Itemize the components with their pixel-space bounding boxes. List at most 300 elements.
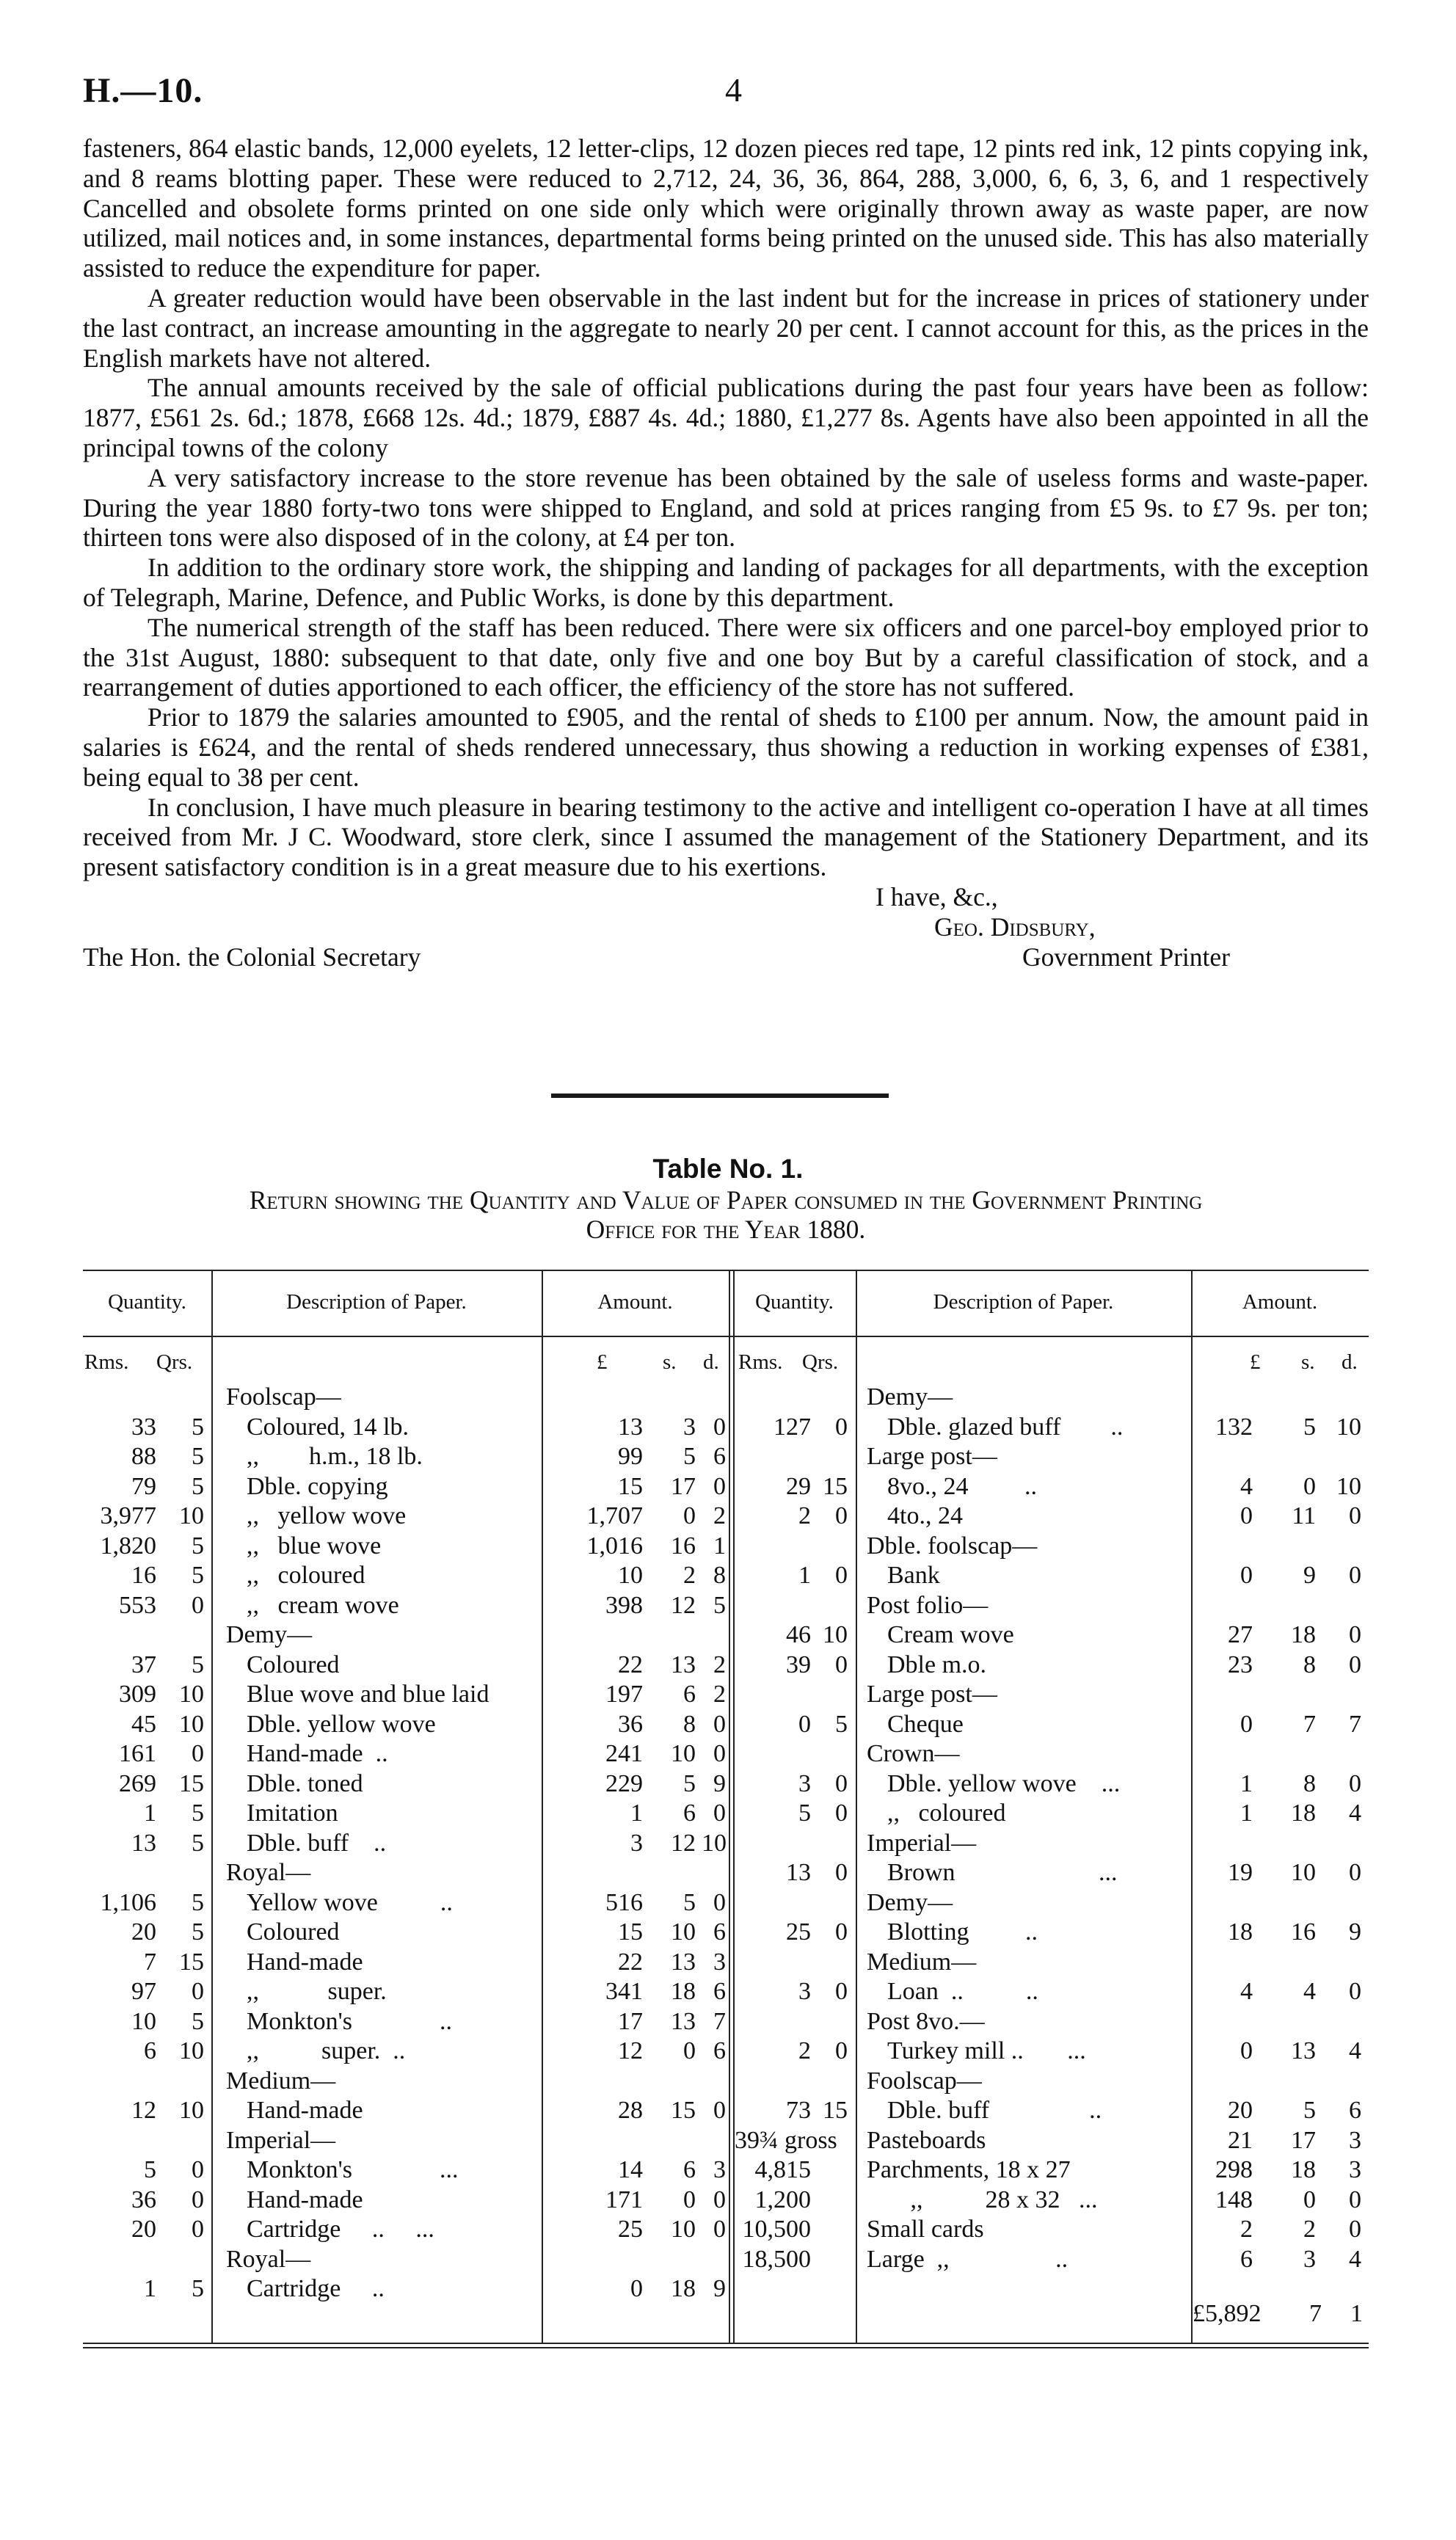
amount-pounds: 14 — [618, 2156, 643, 2183]
paper-description: Large post— — [867, 1681, 997, 1708]
paper-description: Cheque — [887, 1710, 964, 1738]
amount-shillings: 18 — [1291, 1621, 1316, 1648]
amount-pence: 0 — [1349, 1621, 1361, 1648]
amount-shillings: 8 — [1303, 1651, 1316, 1678]
paper-description: ,, blue wove — [247, 1532, 382, 1560]
paper-description: Cartridge .. — [247, 2275, 385, 2302]
amount-shillings: 7 — [1303, 1710, 1316, 1738]
paper-description: 8vo., 24 .. — [887, 1472, 1037, 1500]
quantity-quires: 15 — [823, 1472, 848, 1500]
paper-return-table — [83, 1270, 1369, 2359]
amount-pence: 6 — [713, 1918, 726, 1946]
amount-shillings: 2 — [1303, 2216, 1316, 2243]
amount-pence: 10 — [1336, 1472, 1361, 1500]
amount-pounds: 0 — [630, 2275, 643, 2302]
amount-shillings: 8 — [1303, 1769, 1316, 1797]
quantity-quires: 10 — [179, 1710, 204, 1738]
amount-pence: 5 — [713, 1591, 726, 1619]
paper-description: Foolscap— — [226, 1383, 341, 1411]
amount-pence: 0 — [713, 1800, 726, 1827]
amount-pounds: 12 — [618, 2037, 643, 2064]
paper-description: Post folio— — [867, 1591, 989, 1619]
amount-shillings: 17 — [671, 1472, 696, 1500]
amount-shillings: 0 — [683, 2037, 696, 2064]
quantity-quires: 10 — [179, 1681, 204, 1708]
quantity-reams: 25 — [786, 1918, 811, 1946]
quantity-reams: 6 — [144, 2037, 156, 2064]
page-number: 4 — [725, 71, 742, 109]
quantity-reams: 79 — [131, 1472, 156, 1500]
amount-pounds: 3 — [630, 1829, 643, 1857]
paper-description: Demy— — [226, 1621, 313, 1648]
amount-shillings: 13 — [671, 2007, 696, 2035]
amount-shillings: 5 — [683, 1888, 696, 1916]
amount-pounds: 1,016 — [586, 1532, 643, 1560]
paper-description: Brown ... — [887, 1859, 1118, 1886]
paper-description: Royal— — [226, 1859, 311, 1886]
quantity-reams: 18,500 — [742, 2245, 811, 2273]
paper-description: Coloured — [247, 1651, 340, 1678]
table-bottom-rule — [83, 2347, 1369, 2348]
paper-description: Yellow wove .. — [247, 1888, 453, 1916]
quantity-reams: 46 — [786, 1621, 811, 1648]
quantity-quires: 0 — [192, 2216, 204, 2243]
paragraph: A very satisfactory increase to the store revenue has been obtained by the sale of useless forms and waste-paper. During the year 1880 forty-two tons were shipped to England, and sold at prices ranging from £5 9s. to £7 9s. per ton; thirteen tons were also disposed of in the colony, at £4 per ton. — [83, 462, 1369, 553]
amount-shillings: 13 — [671, 1948, 696, 1976]
paragraph: The annual amounts received by the sale of official publications during the past four years have been as follow: 1877, £561 2s. 6d.; 1878, £668 12s. 4d.; 1879, £887 4s. 4d.; 1880, £1,277 8s. Agents have also been appointed in all the principal towns of the colony — [83, 373, 1369, 462]
amount-shillings: 2 — [683, 1562, 696, 1589]
quantity-quires: 5 — [192, 1888, 204, 1916]
amount-pence: 0 — [713, 2216, 726, 2243]
paper-description: Large post— — [867, 1443, 997, 1470]
amount-pence: 10 — [702, 1829, 727, 1857]
quantity-quires: 0 — [835, 1859, 848, 1886]
quantity-reams: 0 — [798, 1710, 811, 1738]
amount-pence: 0 — [713, 1888, 726, 1916]
total-pence: 1 — [1350, 2300, 1363, 2327]
amount-pounds: 148 — [1215, 2186, 1253, 2213]
paper-description: Hand-made — [247, 2097, 363, 2124]
unit-rms: Rms. — [738, 1350, 783, 1374]
paper-description: Blotting .. — [887, 1918, 1038, 1946]
amount-pence: 0 — [1349, 1978, 1361, 2005]
amount-pence: 3 — [713, 1948, 726, 1976]
paper-description: Large ,, .. — [867, 2245, 1069, 2273]
amount-shillings: 5 — [1303, 2097, 1316, 2124]
header-rule — [83, 1336, 1369, 1337]
quantity-reams: 13 — [131, 1829, 156, 1857]
paper-description: Imitation — [247, 1800, 338, 1827]
quantity-quires: 5 — [192, 1562, 204, 1589]
paper-description: Dble. yellow wove ... — [887, 1769, 1121, 1797]
paper-description: Cartridge .. ... — [247, 2216, 434, 2243]
quantity-quires: 5 — [192, 1651, 204, 1678]
paper-description: Parchments, 18 x 27 — [867, 2156, 1071, 2183]
amount-pence: 3 — [1349, 2126, 1361, 2154]
column-rule — [729, 1270, 730, 2343]
amount-shillings: 18 — [671, 1978, 696, 2005]
amount-pounds: 516 — [605, 1888, 643, 1916]
amount-pence: 6 — [713, 2037, 726, 2064]
paper-description: Small cards — [867, 2216, 984, 2243]
unit-qrs: Qrs. — [802, 1350, 839, 1374]
paper-description: Dble. copying — [247, 1472, 388, 1500]
amount-pence: 0 — [1349, 1562, 1361, 1589]
quantity-reams: 29 — [786, 1472, 811, 1500]
amount-shillings: 18 — [1291, 2156, 1316, 2183]
amount-pence: 0 — [713, 1472, 726, 1500]
amount-pence: 7 — [1349, 1710, 1361, 1738]
amount-pounds: 0 — [1240, 1502, 1253, 1529]
paper-description: Dble. yellow wove — [247, 1710, 436, 1738]
quantity-reams: 20 — [131, 2216, 156, 2243]
amount-pence: 0 — [1349, 2216, 1361, 2243]
amount-shillings: 0 — [683, 1502, 696, 1529]
amount-shillings: 0 — [683, 2186, 696, 2213]
amount-pounds: 22 — [618, 1948, 643, 1976]
quantity-quires: 0 — [835, 1651, 848, 1678]
amount-pence: 2 — [713, 1651, 726, 1678]
amount-pence: 6 — [1349, 2097, 1361, 2124]
quantity-reams: 1,820 — [100, 1532, 156, 1560]
amount-shillings: 16 — [671, 1532, 696, 1560]
unit-qrs: Qrs. — [156, 1350, 193, 1374]
caption-line: Office for the Year 1880. — [586, 1215, 866, 1244]
paper-description: ,, coloured — [247, 1562, 365, 1589]
amount-pounds: 6 — [1240, 2245, 1253, 2273]
amount-pence: 0 — [1349, 1502, 1361, 1529]
amount-pounds: 0 — [1240, 2037, 1253, 2064]
quantity-reams: 161 — [119, 1740, 156, 1767]
table-title: Table No. 1. — [652, 1154, 804, 1184]
paper-description: Medium— — [867, 1948, 977, 1976]
amount-shillings: 0 — [1303, 1472, 1316, 1500]
amount-shillings: 6 — [683, 2156, 696, 2183]
amount-pounds: 25 — [618, 2216, 643, 2243]
amount-pence: 0 — [1349, 1769, 1361, 1797]
amount-pounds: 18 — [1228, 1918, 1253, 1946]
amount-pence: 6 — [713, 1443, 726, 1470]
quantity-quires: 0 — [835, 1769, 848, 1797]
amount-pounds: 15 — [618, 1918, 643, 1946]
paper-description: Coloured — [247, 1918, 340, 1946]
paper-description: ,, h.m., 18 lb. — [247, 1443, 423, 1470]
amount-pence: 4 — [1349, 2037, 1361, 2064]
amount-pence: 1 — [713, 1532, 726, 1560]
amount-pounds: 398 — [605, 1591, 643, 1619]
paragraph: The numerical strength of the staff has been reduced. There were six officers and one parcel-boy employed prior to the 31st August, 1880: subsequent to that date, only five and one boy But by a careful classification of stock, and a rearrangement of duties apportioned to each officer, the efficiency of the store has not suffered. — [83, 612, 1369, 702]
amount-shillings: 3 — [1303, 2245, 1316, 2273]
quantity-quires: 5 — [192, 1443, 204, 1470]
quantity-reams: 33 — [131, 1413, 156, 1441]
amount-shillings: 9 — [1303, 1562, 1316, 1589]
amount-pounds: 0 — [1240, 1562, 1253, 1589]
paper-description: Monkton's ... — [247, 2156, 459, 2183]
quantity-reams: 3 — [798, 1769, 811, 1797]
amount-pounds: 17 — [618, 2007, 643, 2035]
quantity-reams: 309 — [119, 1681, 156, 1708]
quantity-quires: 5 — [192, 2275, 204, 2302]
paper-description: ,, super. .. — [247, 2037, 406, 2064]
paper-description: Bank — [887, 1562, 940, 1589]
quantity-quires: 0 — [192, 1978, 204, 2005]
amount-pounds: 99 — [618, 1443, 643, 1470]
amount-shillings: 11 — [1292, 1502, 1316, 1529]
quantity-reams: 1 — [144, 1800, 156, 1827]
amount-pounds: 241 — [605, 1740, 643, 1767]
quantity-quires: 10 — [823, 1621, 848, 1648]
amount-shillings: 10 — [671, 2216, 696, 2243]
amount-shillings: 0 — [1303, 2186, 1316, 2213]
paper-description: ,, super. — [247, 1978, 387, 2005]
paper-description: Medium— — [226, 2067, 336, 2095]
paper-description: Imperial— — [226, 2126, 336, 2154]
section-divider — [551, 1093, 889, 1098]
paper-description: 4to., 24 — [887, 1502, 963, 1529]
quantity-quires: 0 — [835, 1413, 848, 1441]
amount-shillings: 6 — [683, 1800, 696, 1827]
amount-pounds: 197 — [605, 1681, 643, 1708]
paper-description: Blue wove and blue laid — [247, 1681, 489, 1708]
paper-description: Hand-made .. — [247, 1740, 388, 1767]
unit-pence: d. — [703, 1350, 719, 1374]
amount-pence: 0 — [1349, 1651, 1361, 1678]
paper-description: Foolscap— — [867, 2067, 982, 2095]
quantity-quires: 15 — [823, 2097, 848, 2124]
paragraph: A greater reduction would have been observable in the last indent but for the increase in prices of stationery under the last contract, an increase amounting in the aggregate to nearly 20 per cent. I cannot account for this, as the prices in the English markets have not altered. — [83, 283, 1369, 373]
quantity-quires: 5 — [192, 1472, 204, 1500]
quantity-quires: 5 — [192, 1918, 204, 1946]
quantity-quires: 0 — [835, 1562, 848, 1589]
amount-pence: 4 — [1349, 2245, 1361, 2273]
amount-pence: 0 — [1349, 1859, 1361, 1886]
amount-pounds: 23 — [1228, 1651, 1253, 1678]
quantity-reams: 2 — [798, 1502, 811, 1529]
quantity-quires: 0 — [192, 1740, 204, 1767]
quantity-quires: 5 — [192, 1532, 204, 1560]
column-rule — [856, 1270, 857, 2343]
amount-pence: 0 — [713, 1710, 726, 1738]
total-pounds: £5,892 — [1193, 2300, 1262, 2327]
header-amount: Amount. — [597, 1290, 673, 1314]
paragraph: fasteners, 864 elastic bands, 12,000 eyelets, 12 letter-clips, 12 dozen pieces red tape, 12 pints red ink, 12 pints copying ink, and 8 reams blotting paper. These were reduced to 2,712, 24, 36, 36, 864, 288, 3,000, 6, 6, 3, 6, and 1 respectively Cancelled and obsolete forms printed on one side only which were originally thrown away as waste paper, are now utilized, mail notices and, in some instances, departmental forms being printed on the unused side. This has also materially assisted to reduce the expenditure for paper. — [83, 134, 1369, 283]
total-shillings: 7 — [1309, 2300, 1322, 2327]
column-rule — [211, 1270, 213, 2343]
paper-description: Royal— — [226, 2245, 311, 2273]
quantity-quires: 0 — [192, 1591, 204, 1619]
quantity-reams: 16 — [131, 1562, 156, 1589]
amount-pounds: 298 — [1215, 2156, 1253, 2183]
quantity-reams: 73 — [786, 2097, 811, 2124]
amount-shillings: 17 — [1291, 2126, 1316, 2154]
paper-description: Hand-made — [247, 2186, 363, 2213]
amount-pounds: 21 — [1228, 2126, 1253, 2154]
report-body — [83, 134, 1369, 972]
amount-pence: 8 — [713, 1562, 726, 1589]
quantity-quires: 5 — [835, 1710, 848, 1738]
signer-title: Government Printer — [1022, 942, 1230, 972]
amount-shillings: 13 — [1291, 2037, 1316, 2064]
table-bottom-rule — [83, 2343, 1369, 2344]
amount-shillings: 10 — [671, 1740, 696, 1767]
amount-pence: 0 — [713, 1413, 726, 1441]
header-quantity: Quantity. — [108, 1290, 186, 1314]
quantity-reams: 5 — [798, 1800, 811, 1827]
amount-pounds: 1 — [630, 1800, 643, 1827]
amount-pounds: 341 — [605, 1978, 643, 2005]
paper-description: Dble. foolscap— — [867, 1532, 1038, 1560]
table-top-rule — [83, 1270, 1369, 1271]
quantity-quires: 0 — [835, 1978, 848, 2005]
amount-pence: 10 — [1336, 1413, 1361, 1441]
amount-pence: 6 — [713, 1978, 726, 2005]
quantity-reams: 97 — [131, 1978, 156, 2005]
paragraph: Prior to 1879 the salaries amounted to £905, and the rental of sheds to £100 per annum. Now, the amount paid in salaries is £624, and the rental of sheds rendered unnecessary, thus showing a reduction in working expenses of £381, being equal to 38 per cent. — [83, 702, 1369, 792]
paper-description: Turkey mill .. ... — [887, 2037, 1086, 2064]
unit-rms: Rms. — [84, 1350, 129, 1374]
amount-pounds: 20 — [1228, 2097, 1253, 2124]
amount-pounds: 13 — [618, 1413, 643, 1441]
quantity-reams: 1,106 — [100, 1888, 156, 1916]
quantity-quires: 10 — [179, 2097, 204, 2124]
quantity-reams: 3,977 — [100, 1502, 156, 1529]
amount-shillings: 12 — [671, 1829, 696, 1857]
paper-description: Coloured, 14 lb. — [247, 1413, 409, 1441]
unit-shillings: s. — [1301, 1350, 1315, 1374]
amount-pounds: 1 — [1240, 1800, 1253, 1827]
paper-description: Cream wove — [887, 1621, 1014, 1648]
quantity-reams: 1,200 — [754, 2186, 811, 2213]
amount-pence: 9 — [713, 1769, 726, 1797]
quantity-quires: 0 — [192, 2156, 204, 2183]
amount-shillings: 18 — [1291, 1800, 1316, 1827]
amount-pence: 2 — [713, 1502, 726, 1529]
paper-description: Loan .. .. — [887, 1978, 1038, 2005]
amount-pounds: 1,707 — [586, 1502, 643, 1529]
amount-shillings: 13 — [671, 1651, 696, 1678]
paper-description: ,, coloured — [887, 1800, 1006, 1827]
closing: I have, &c., — [876, 881, 998, 911]
paper-description: Imperial— — [867, 1829, 977, 1857]
page-id: H.—10. — [83, 71, 203, 110]
quantity-reams: 127 — [774, 1413, 811, 1441]
amount-shillings: 18 — [671, 2275, 696, 2302]
quantity-reams: 3 — [798, 1978, 811, 2005]
amount-pence: 7 — [713, 2007, 726, 2035]
quantity-quires: 10 — [179, 2037, 204, 2064]
header-amount: Amount. — [1242, 1290, 1318, 1314]
amount-pounds: 36 — [618, 1710, 643, 1738]
quantity-quires: 5 — [192, 1829, 204, 1857]
caption-line: Return showing the Quantity and Value of Paper consumed in the Government Printing — [249, 1185, 1203, 1215]
header-description: Description of Paper. — [286, 1290, 467, 1314]
paper-description: Dble. glazed buff .. — [887, 1413, 1124, 1441]
quantity-quires: 5 — [192, 1413, 204, 1441]
paragraph: In conclusion, I have much pleasure in bearing testimony to the active and intelligent co-operation I have at all times received from Mr. J C. Woodward, store clerk, since I assumed the management of the Stationery Department, and its present satisfactory condition is in a great measure due to his exertions. — [83, 792, 1369, 882]
amount-pence: 3 — [713, 2156, 726, 2183]
quantity-reams: 2 — [798, 2037, 811, 2064]
table-caption — [83, 1185, 1369, 1244]
amount-shillings: 12 — [671, 1591, 696, 1619]
paper-description: Demy— — [867, 1383, 953, 1411]
unit-pence: d. — [1342, 1350, 1358, 1374]
amount-pounds: 27 — [1228, 1621, 1253, 1648]
paragraph: In addition to the ordinary store work, the shipping and landing of packages for all departments, with the exception of Telegraph, Marine, Defence, and Public Works, is done by this department. — [83, 553, 1369, 612]
amount-pounds: 229 — [605, 1769, 643, 1797]
addressee: The Hon. the Colonial Secretary — [83, 942, 421, 972]
quantity-quires: 5 — [192, 1800, 204, 1827]
quantity-reams: 10 — [131, 2007, 156, 2035]
paper-description: ,, yellow wove — [247, 1502, 407, 1529]
paper-description: Demy— — [867, 1888, 953, 1916]
quantity-reams: 36 — [131, 2186, 156, 2213]
amount-shillings: 8 — [683, 1710, 696, 1738]
paper-description: Hand-made — [247, 1948, 363, 1976]
quantity-reams: 37 — [131, 1651, 156, 1678]
amount-pounds: 15 — [618, 1472, 643, 1500]
amount-pounds: 132 — [1215, 1413, 1253, 1441]
quantity-reams: 45 — [131, 1710, 156, 1738]
quantity-reams: 269 — [119, 1769, 156, 1797]
amount-shillings: 5 — [683, 1769, 696, 1797]
amount-shillings: 10 — [671, 1918, 696, 1946]
amount-pounds: 19 — [1228, 1859, 1253, 1886]
amount-pence: 0 — [713, 1740, 726, 1767]
quantity-reams: 1 — [798, 1562, 811, 1589]
quantity-quires: 0 — [192, 2186, 204, 2213]
amount-pounds: 171 — [605, 2186, 643, 2213]
header-description: Description of Paper. — [933, 1290, 1114, 1314]
quantity-quires: 0 — [835, 1800, 848, 1827]
quantity-reams: 20 — [131, 1918, 156, 1946]
quantity-quires: 15 — [179, 1948, 204, 1976]
quantity-quires: 0 — [835, 1502, 848, 1529]
amount-pence: 0 — [1349, 2186, 1361, 2213]
header-quantity: Quantity. — [755, 1290, 834, 1314]
signer-name: Geo. Didsbury, — [934, 911, 1096, 942]
amount-pounds: 22 — [618, 1651, 643, 1678]
quantity-quires: 15 — [179, 1769, 204, 1797]
amount-pence: 0 — [713, 2097, 726, 2124]
amount-pence: 4 — [1349, 1800, 1361, 1827]
amount-pounds: 2 — [1240, 2216, 1253, 2243]
paper-description: Dble m.o. — [887, 1651, 987, 1678]
amount-shillings: 16 — [1291, 1918, 1316, 1946]
unit-pounds: £ — [597, 1350, 608, 1374]
quantity-reams: 39¾ gross — [735, 2126, 837, 2154]
quantity-reams: 4,815 — [754, 2156, 811, 2183]
paper-description: ,, cream wove — [247, 1591, 399, 1619]
amount-pence: 9 — [1349, 1918, 1361, 1946]
amount-pence: 9 — [713, 2275, 726, 2302]
paper-description: ,, 28 x 32 ... — [867, 2186, 1098, 2213]
unit-pounds: £ — [1250, 1350, 1261, 1374]
page-header — [83, 70, 1375, 114]
paper-description: Dble. buff .. — [247, 1829, 387, 1857]
quantity-reams: 5 — [144, 2156, 156, 2183]
paper-description: Monkton's .. — [247, 2007, 453, 2035]
signoff-block — [83, 882, 1369, 972]
amount-pounds: 1 — [1240, 1769, 1253, 1797]
amount-shillings: 5 — [1303, 1413, 1316, 1441]
amount-pounds: 0 — [1240, 1710, 1253, 1738]
unit-shillings: s. — [663, 1350, 677, 1374]
quantity-reams: 13 — [786, 1859, 811, 1886]
quantity-reams: 7 — [144, 1948, 156, 1976]
quantity-quires: 10 — [179, 1502, 204, 1529]
paper-description: Dble. toned — [247, 1769, 363, 1797]
amount-shillings: 10 — [1291, 1859, 1316, 1886]
